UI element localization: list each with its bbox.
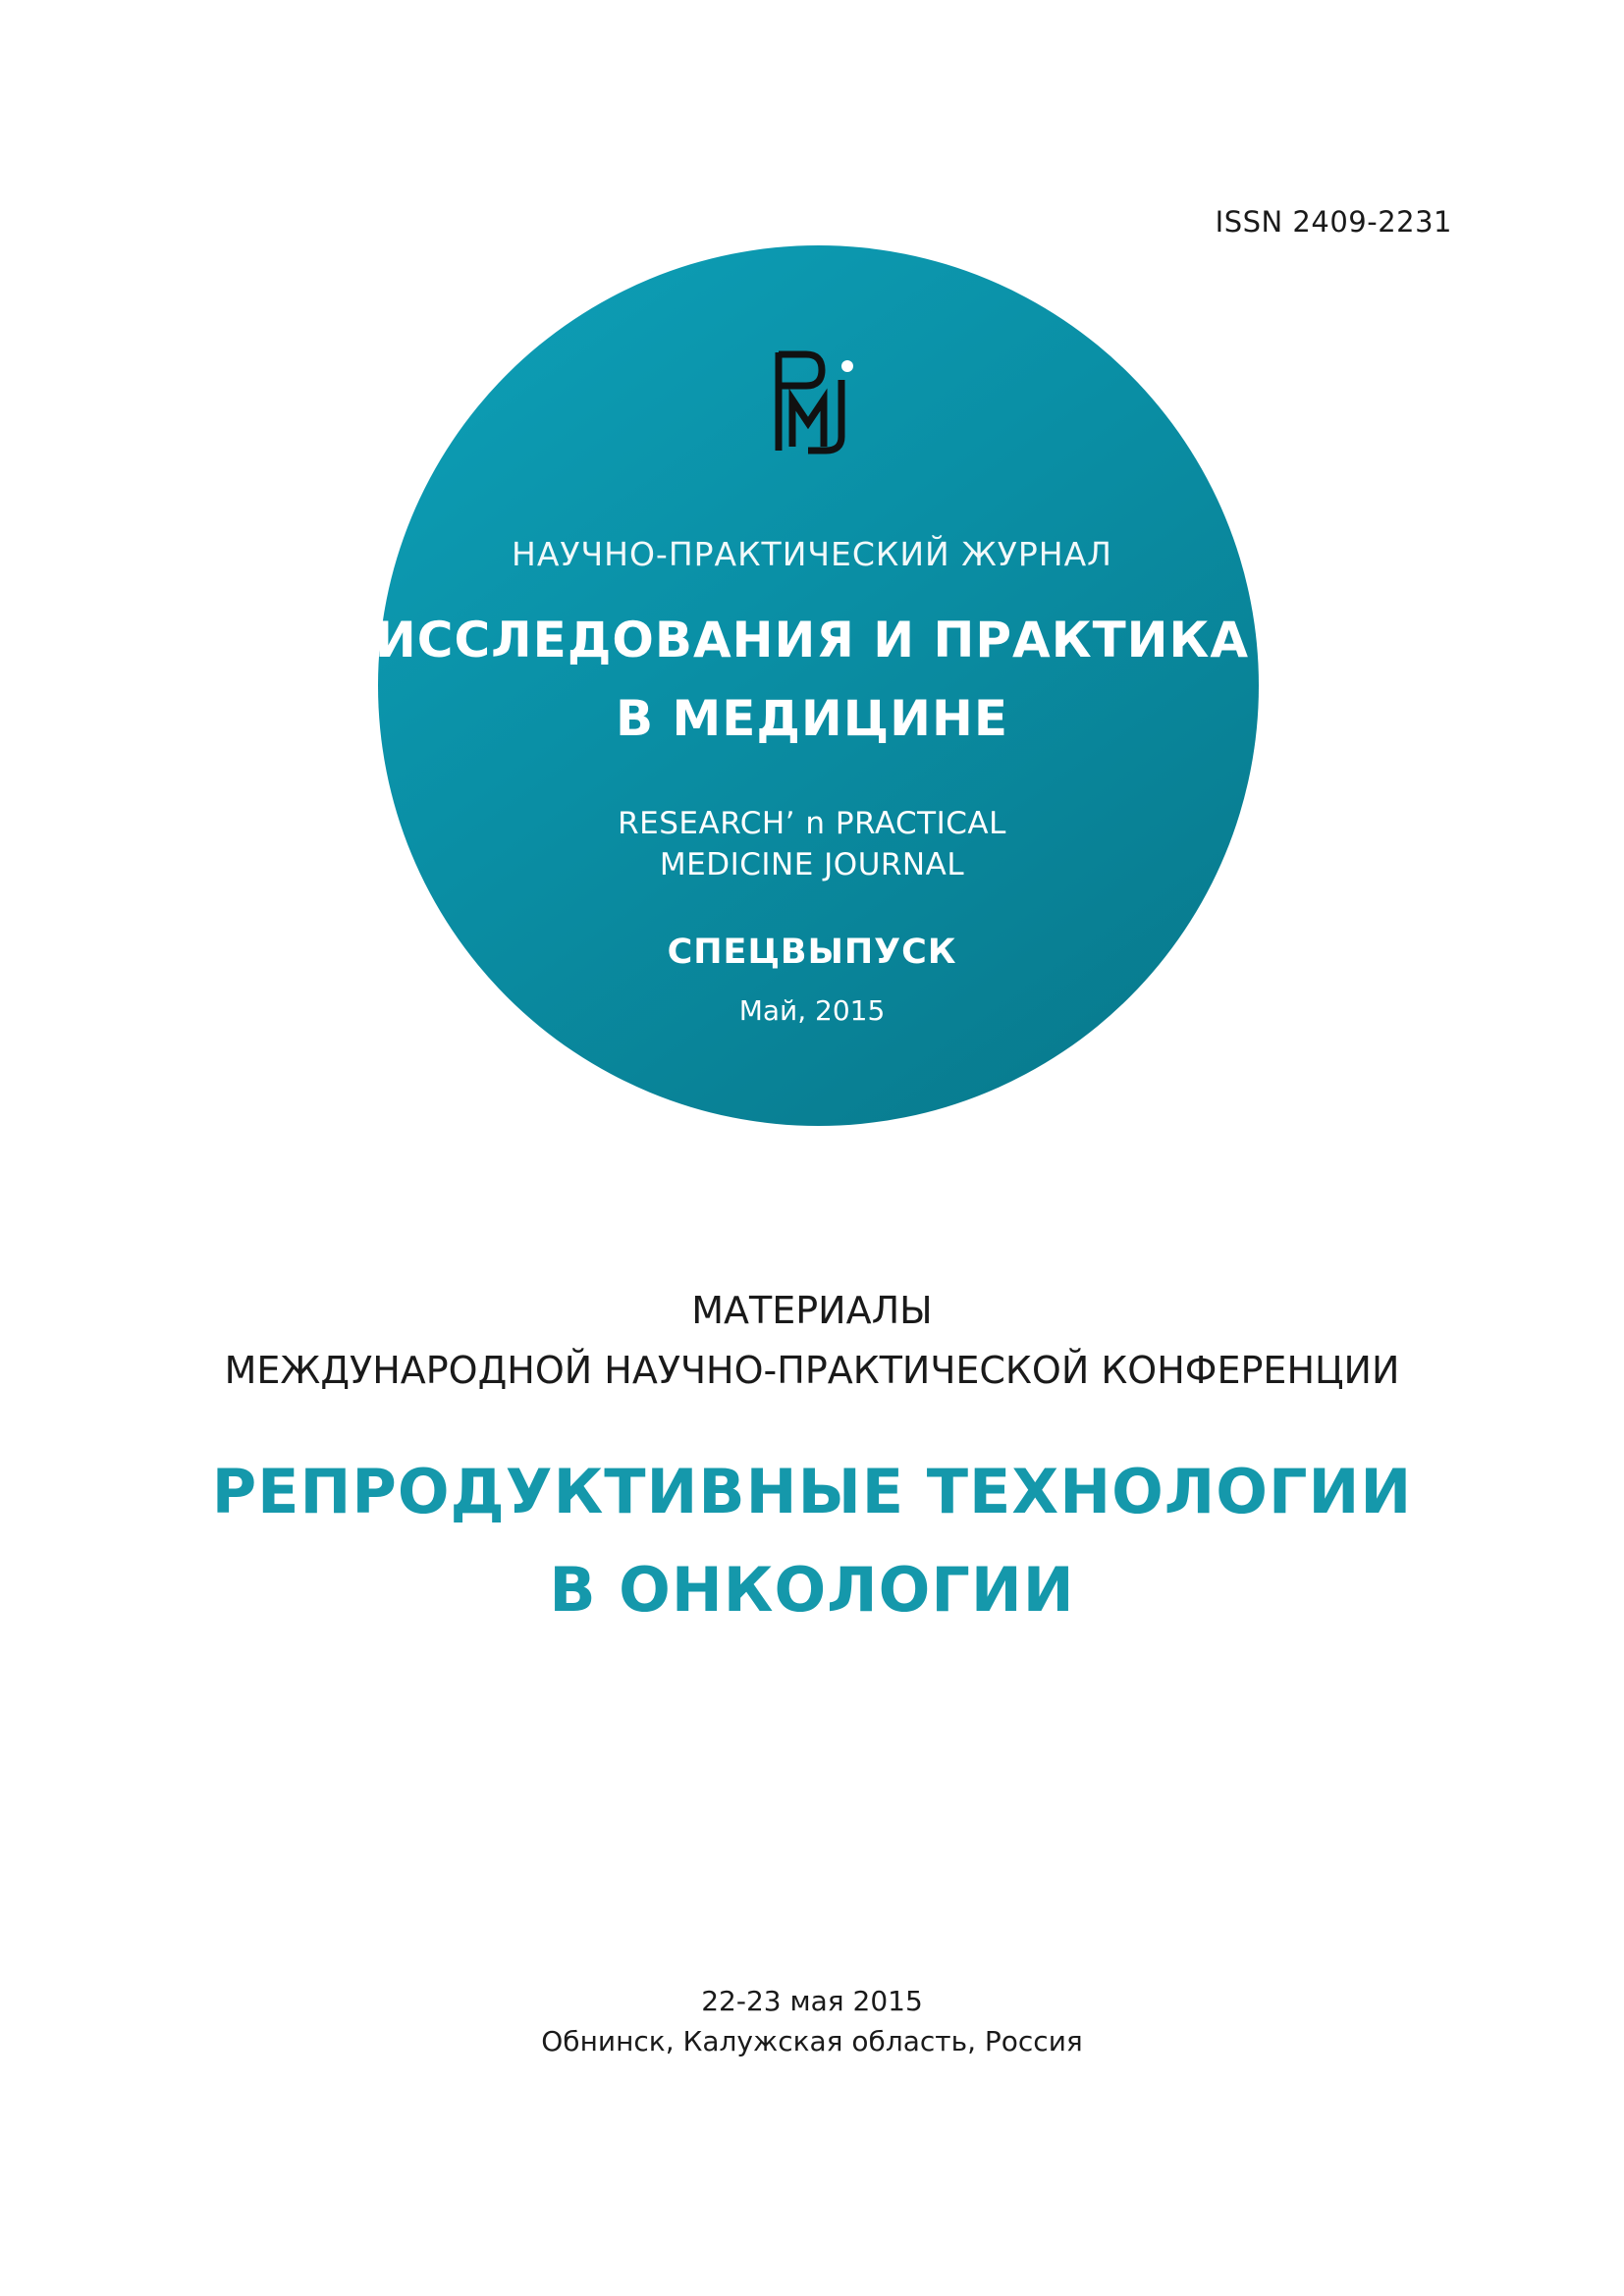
event-location: Обнинск, Калужская область, Россия xyxy=(541,2025,1083,2057)
issn-label: ISSN 2409-2231 xyxy=(1215,205,1452,239)
materials-line1: МАТЕРИАЛЫ xyxy=(691,1289,933,1332)
journal-title-en xyxy=(0,803,1624,885)
conference-title-line2: В ОНКОЛОГИИ xyxy=(549,1554,1075,1626)
conference-title xyxy=(0,1443,1624,1639)
rpmj-logo-icon xyxy=(773,348,859,454)
conference-title-line1: РЕПРОДУКТИВНЫЕ ТЕХНОЛОГИИ xyxy=(211,1456,1413,1527)
journal-title-en-line2: MEDICINE JOURNAL xyxy=(659,847,965,882)
issue-date: Май, 2015 xyxy=(738,994,886,1027)
materials-line2: МЕЖДУНАРОДНОЙ НАУЧНО-ПРАКТИЧЕСКОЙ КОНФЕРЕНЦИИ xyxy=(224,1349,1400,1392)
journal-title-ru-line2: В МЕДИЦИНЕ xyxy=(615,690,1009,747)
event-dates: 22-23 мая 2015 xyxy=(701,1985,923,2017)
journal-title-en-line1: RESEARCH’ n PRACTICAL xyxy=(618,806,1006,841)
journal-title-ru-line1: ИССЛЕДОВАНИЯ И ПРАКТИКА xyxy=(374,612,1250,668)
journal-title-ru xyxy=(0,601,1624,758)
event-info xyxy=(0,1981,1624,2061)
conference-materials-heading xyxy=(0,1281,1624,1401)
special-issue-label: СПЕЦВЫПУСК xyxy=(667,933,957,972)
journal-type-label: НАУЧНО-ПРАКТИЧЕСКИЙ ЖУРНАЛ xyxy=(512,535,1112,573)
